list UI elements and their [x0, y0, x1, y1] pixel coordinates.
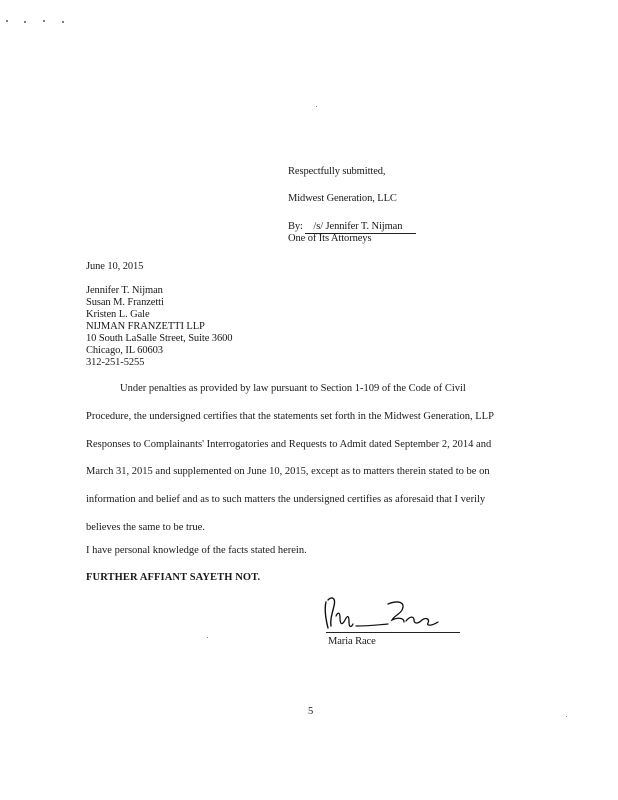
firm-address-line2: Chicago, IL 60603 — [86, 345, 163, 356]
scan-speck — [24, 21, 26, 23]
scan-speck — [566, 716, 567, 717]
counsel-name: Jennifer T. Nijman — [86, 285, 163, 296]
scan-speck — [43, 20, 45, 22]
verification-line: Responses to Complainants' Interrogatories and Requests to Admit dated September 2, 2014 and — [86, 439, 492, 450]
scan-speck — [62, 21, 64, 23]
firm-address-line1: 10 South LaSalle Street, Suite 3600 — [86, 333, 233, 344]
verification-line: March 31, 2015 and supplemented on June 10, 2015, except as to matters therein stated to be on — [86, 466, 490, 477]
scan-speck — [6, 20, 8, 22]
electronic-signature: /s/ Jennifer T. Nijman — [313, 221, 403, 232]
verification-line: Under penalties as provided by law pursuant to Section 1-109 of the Code of Civil — [120, 383, 466, 394]
affiant-signature-line — [326, 632, 460, 633]
firm-name: NIJMAN FRANZETTI LLP — [86, 321, 205, 332]
affiant-closing: FURTHER AFFIANT SAYETH NOT. — [86, 572, 261, 583]
knowledge-statement: I have personal knowledge of the facts stated herein. — [86, 545, 307, 556]
company-name: Midwest Generation, LLC — [288, 193, 397, 204]
scan-speck — [207, 637, 208, 638]
document-date: June 10, 2015 — [86, 261, 144, 272]
verification-line: information and belief and as to such matters the undersigned certifies as aforesaid that I verily — [86, 494, 486, 505]
verification-line: believes the same to be true. — [86, 522, 205, 533]
scan-speck — [316, 106, 317, 107]
attorney-role: One of Its Attorneys — [288, 233, 372, 244]
by-label: By: — [288, 221, 303, 232]
firm-phone: 312-251-5255 — [86, 357, 145, 368]
verification-line: Procedure, the undersigned certifies that the statements set forth in the Midwest Generation, LLP — [86, 411, 494, 422]
page-number: 5 — [308, 706, 314, 717]
counsel-name: Susan M. Franzetti — [86, 297, 164, 308]
closing-text: Respectfully submitted, — [288, 166, 386, 177]
affiant-name: Maria Race — [328, 636, 376, 647]
counsel-name: Kristen L. Gale — [86, 309, 150, 320]
handwritten-signature — [318, 590, 468, 638]
by-line — [288, 221, 416, 233]
